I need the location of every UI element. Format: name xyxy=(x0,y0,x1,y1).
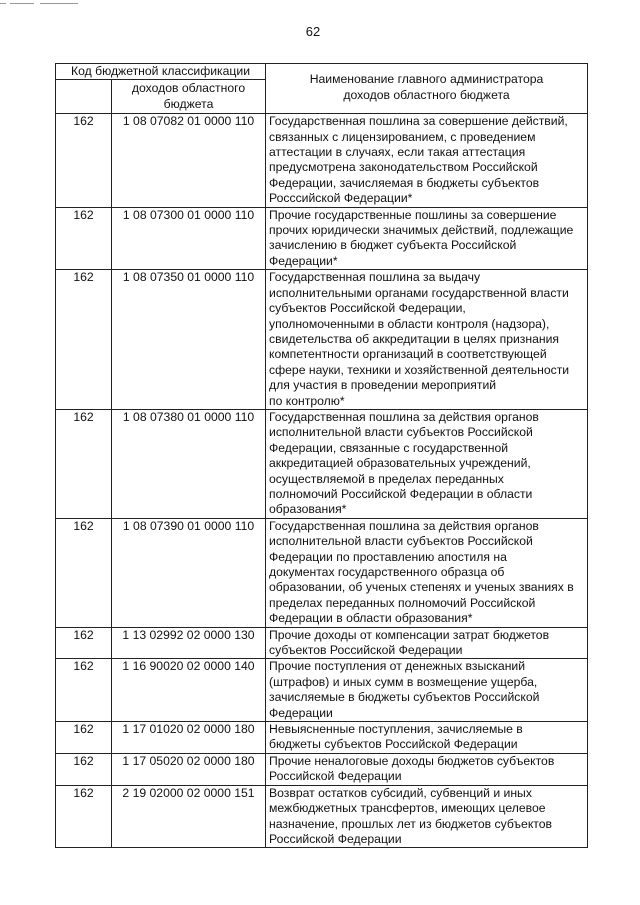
name-line: уполномоченными в области контроля (надзора), xyxy=(269,316,550,331)
name-line: Государственная пошлина за действия органов xyxy=(269,409,539,424)
name-line: пределах переданных полномочий Российской xyxy=(269,595,536,610)
name-line: Невыясненные поступления, зачисляемые в xyxy=(269,722,523,737)
income-code-cell: 1 16 90020 02 0000 140 xyxy=(112,659,266,722)
administrator-code-cell: 162 xyxy=(56,722,112,754)
name-line: Прочие доходы от компенсации затрат бюджетов xyxy=(269,627,550,642)
name-line: Прочие государственные пошлины за совершение xyxy=(269,207,557,222)
income-code-cell: 1 08 07390 01 0000 110 xyxy=(112,518,266,627)
administrator-code-cell: 162 xyxy=(56,785,112,848)
header-administrator-name xyxy=(266,64,588,114)
name-line: субъектов Российской Федерации, xyxy=(269,301,466,316)
administrator-code-cell: 162 xyxy=(56,207,112,270)
name-line: аттестации в случаях, если такая аттестация xyxy=(269,145,526,160)
administrator-name-cell xyxy=(266,627,588,659)
administrator-code-cell: 162 xyxy=(56,409,112,518)
name-line: зачислению в бюджет субъекта Российской xyxy=(269,238,517,253)
name-line: Российской Федерации xyxy=(269,769,402,784)
table-row xyxy=(56,518,588,627)
name-line: бюджеты субъектов Российской Федерации xyxy=(269,737,518,752)
name-line: субъектов Российской Федерации xyxy=(269,643,463,658)
table-row xyxy=(56,722,588,754)
name-line: Прочие поступления от денежных взысканий xyxy=(269,659,526,674)
name-line: Федерации xyxy=(269,705,333,720)
name-line: аккредитацией образовательных учреждений, xyxy=(269,456,531,471)
name-line: связанных с лицензированием, с проведением xyxy=(269,129,536,144)
name-line: Государственная пошлина за действия органов xyxy=(269,518,539,533)
scan-marks xyxy=(0,3,80,5)
name-line: исполнительными органами государственной власти xyxy=(269,285,569,300)
administrator-code-cell: 162 xyxy=(56,270,112,410)
table-row xyxy=(56,785,588,848)
administrator-name-cell xyxy=(266,207,588,270)
income-code-cell: 2 19 02000 02 0000 151 xyxy=(112,785,266,848)
name-line: свидетельства об аккредитации в целях признания xyxy=(269,331,560,346)
name-line: по контролю* xyxy=(269,393,345,408)
administrator-code-cell: 162 xyxy=(56,518,112,627)
name-line: Государственная пошлина за совершение действий, xyxy=(269,114,568,129)
administrator-name-cell xyxy=(266,785,588,848)
income-code-cell: 1 17 05020 02 0000 180 xyxy=(112,753,266,785)
income-code-cell: 1 08 07300 01 0000 110 xyxy=(112,207,266,270)
name-line: полномочий Российской Федерации в области xyxy=(269,486,533,501)
administrator-code-cell: 162 xyxy=(56,627,112,659)
table-row xyxy=(56,659,588,722)
name-line: Федерации, связанные с государственной xyxy=(269,440,509,455)
income-code-cell: 1 13 02992 02 0000 130 xyxy=(112,627,266,659)
administrator-code-cell: 162 xyxy=(56,659,112,722)
name-line: Федерации в области образования* xyxy=(269,611,473,626)
name-line: Федерации, зачисляемая в бюджеты субъектов xyxy=(269,175,540,190)
administrator-code-cell: 162 xyxy=(56,753,112,785)
administrator-name-cell xyxy=(266,753,588,785)
name-line: для участия в проведении мероприятий xyxy=(269,378,497,393)
header-administrator-name-text: Наименование главного администратора доходов областного бюджета xyxy=(309,72,544,102)
table-row xyxy=(56,627,588,659)
name-line: Федерации по проставлению апостиля на xyxy=(269,549,507,564)
name-line: компетентности организаций в соответствующей xyxy=(269,347,547,362)
name-line: Российской Федерации xyxy=(269,831,402,846)
header-income-code: доходов областного бюджета xyxy=(112,80,266,114)
administrator-name-cell xyxy=(266,409,588,518)
table-body xyxy=(56,114,588,848)
name-line: исполнительной власти субъектов Российской xyxy=(269,425,533,440)
table-row xyxy=(56,270,588,410)
name-line: назначение, прошлых лет из бюджетов субъектов xyxy=(269,816,552,831)
administrator-name-cell xyxy=(266,722,588,754)
name-line: документах государственного образца об xyxy=(269,565,505,579)
income-code-cell: 1 08 07082 01 0000 110 xyxy=(112,114,266,207)
name-line: (штрафов) и иных сумм в возмещение ущерба, xyxy=(269,674,538,689)
name-line: Росссийской Федерации* xyxy=(269,191,413,206)
name-line: межбюджетных трансфертов, имеющих целевое xyxy=(269,801,546,816)
income-code-cell: 1 08 07380 01 0000 110 xyxy=(112,409,266,518)
table-row xyxy=(56,114,588,207)
header-budget-code: Код бюджетной классификации xyxy=(56,64,266,80)
name-line: образования* xyxy=(269,502,347,517)
income-code-cell: 1 17 01020 02 0000 180 xyxy=(112,722,266,754)
table-row xyxy=(56,409,588,518)
budget-classification-table xyxy=(55,63,588,848)
name-line: предусмотрена законодательством Российской xyxy=(269,160,538,175)
table-row xyxy=(56,207,588,270)
administrator-name-cell xyxy=(266,270,588,410)
name-line: зачисляемые в бюджеты субъектов Российской xyxy=(269,690,540,705)
table-row xyxy=(56,753,588,785)
administrator-name-cell xyxy=(266,114,588,207)
page-number: 62 xyxy=(305,24,321,39)
administrator-name-cell xyxy=(266,659,588,722)
name-line: Государственная пошлина за выдачу xyxy=(269,270,481,285)
name-line: исполнительной власти субъектов Российской xyxy=(269,534,533,549)
name-line: сфере науки, техники и хозяйственной деятельности xyxy=(269,362,570,377)
name-line: образовании, об ученых степенях и ученых званиях в xyxy=(269,580,574,595)
income-code-cell: 1 08 07350 01 0000 110 xyxy=(112,270,266,410)
name-line: Возврат остатков субсидий, субвенций и иных xyxy=(269,785,532,800)
header-administrator-code xyxy=(56,80,112,114)
name-line: Прочие неналоговые доходы бюджетов субъектов xyxy=(269,753,555,768)
administrator-name-cell xyxy=(266,518,588,627)
name-line: прочих юридически значимых действий, подлежащие xyxy=(269,223,574,238)
name-line: осуществляемой в пределах переданных xyxy=(269,471,504,486)
administrator-code-cell: 162 xyxy=(56,114,112,207)
name-line: Федерации* xyxy=(269,253,338,268)
